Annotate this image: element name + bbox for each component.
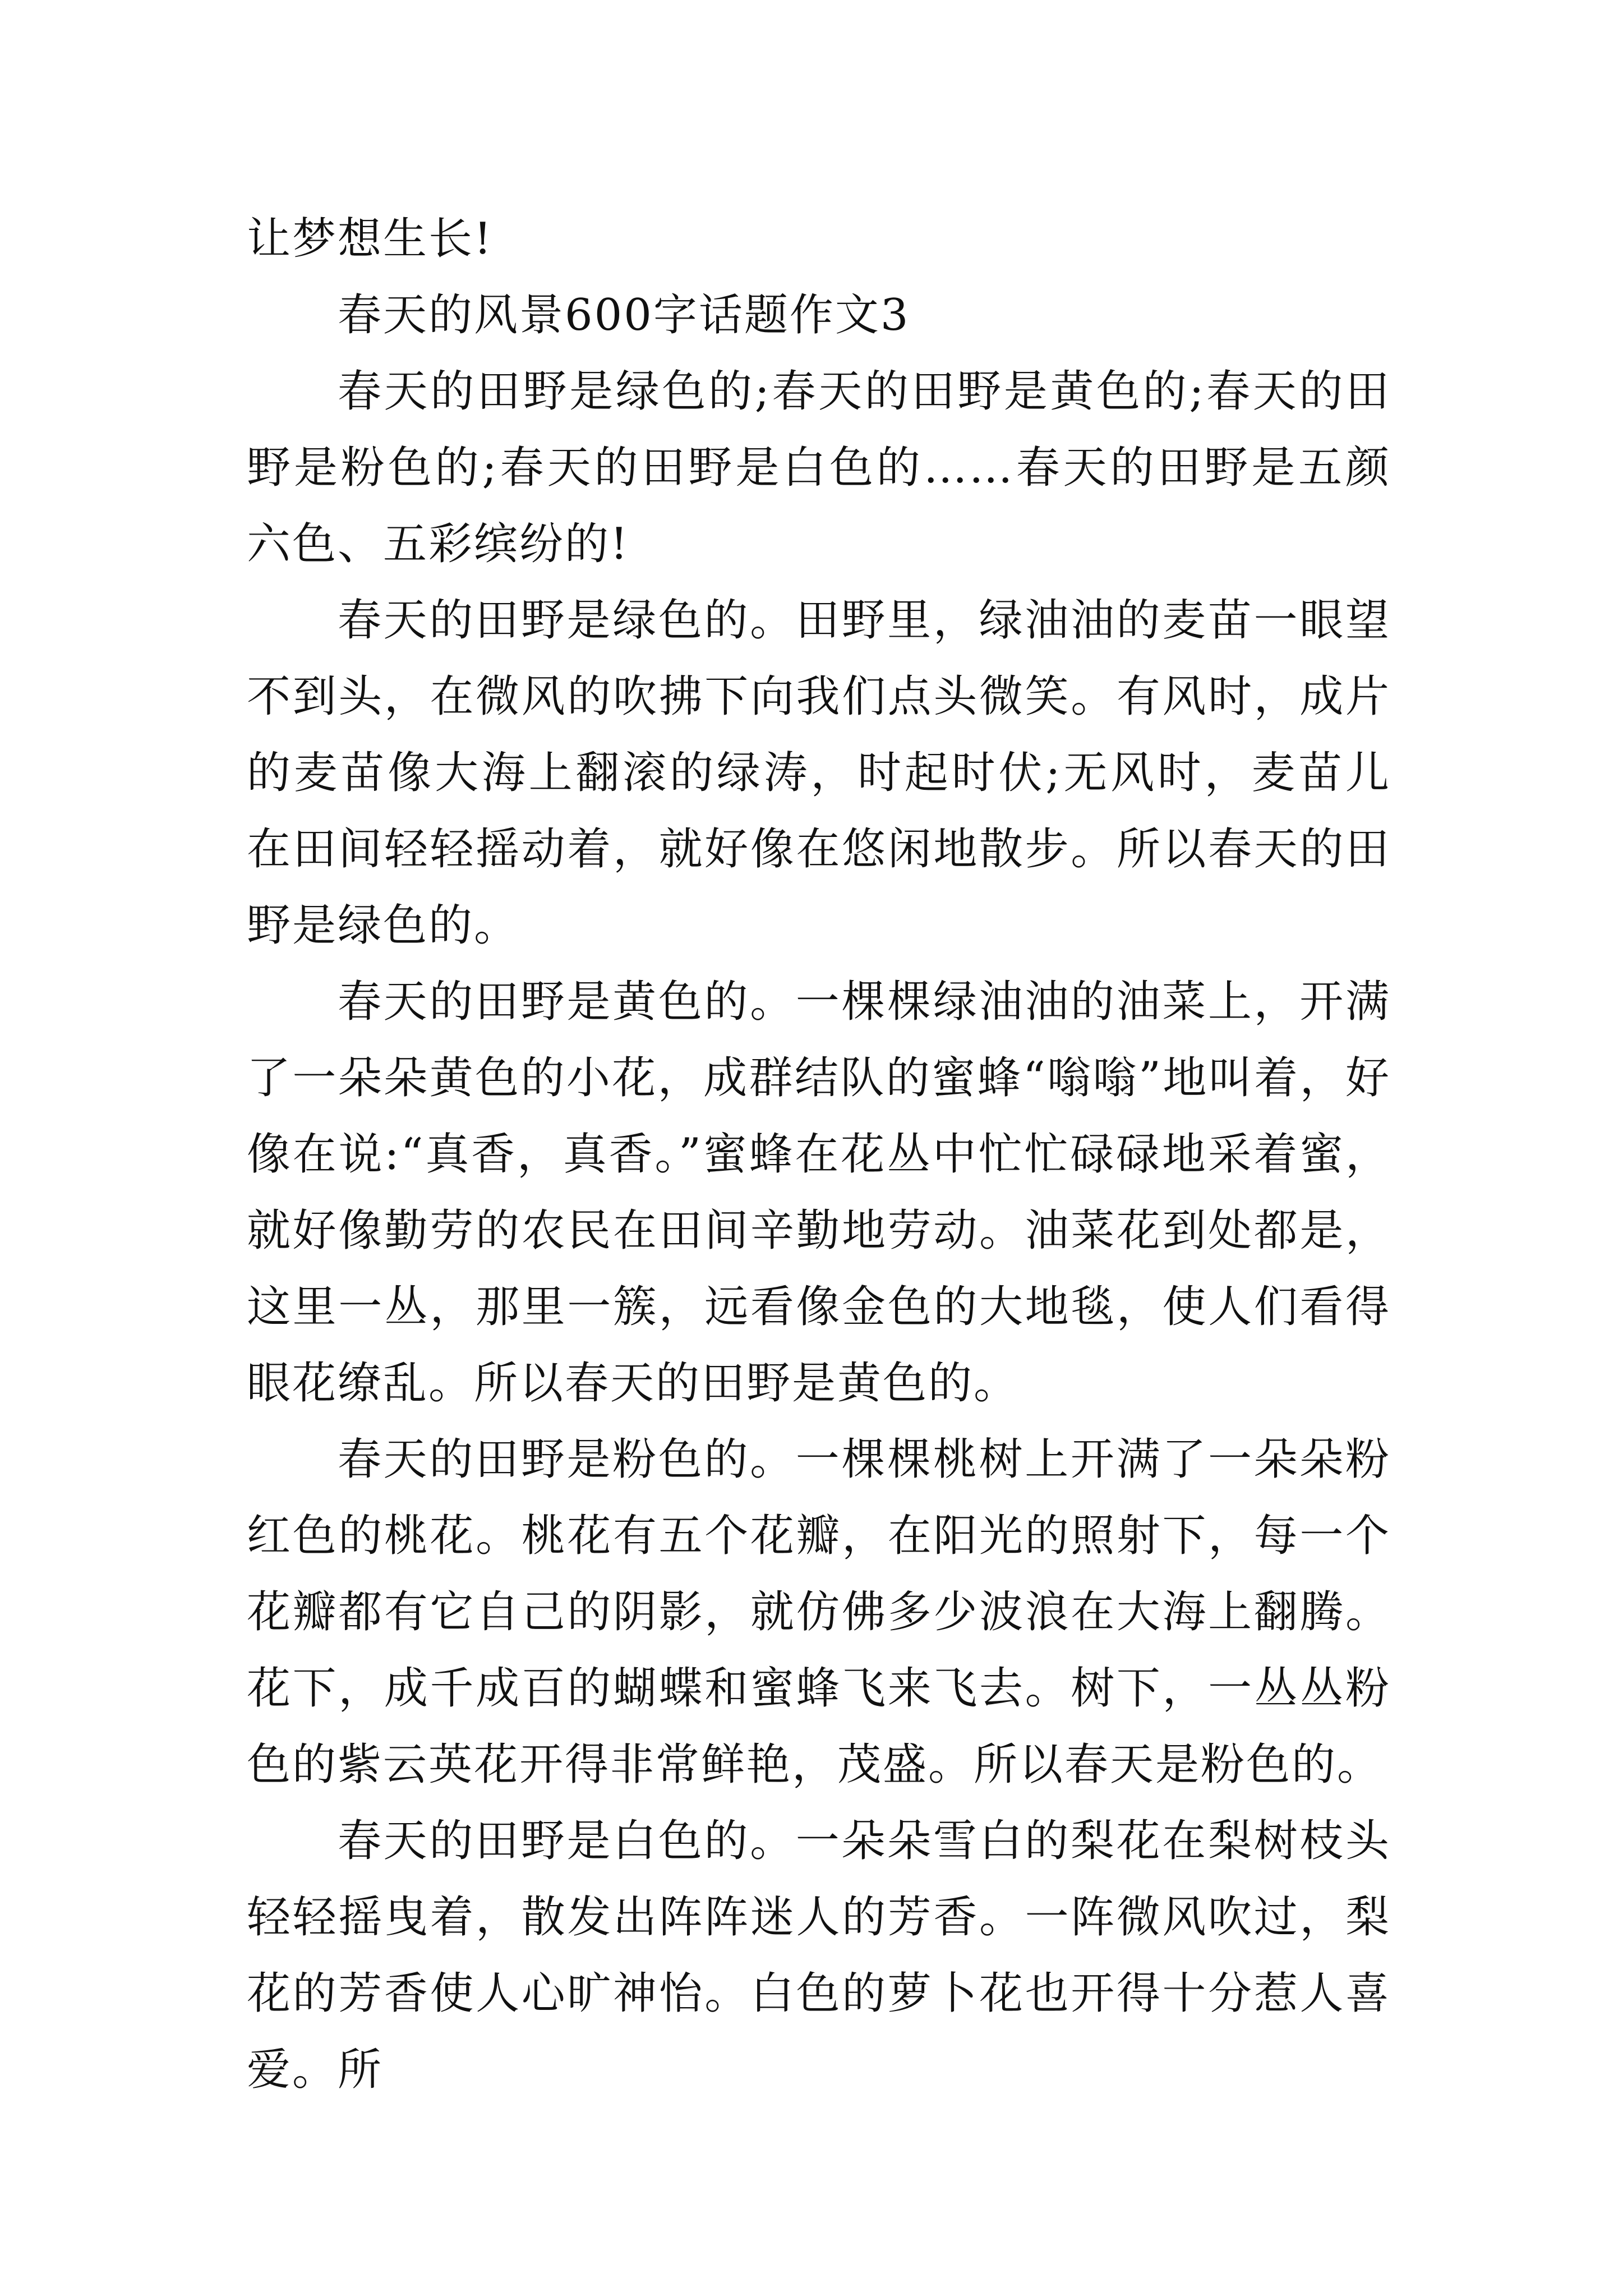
essay-title: 春天的风景600字话题作文3 bbox=[338, 290, 910, 341]
paragraph-intro: 春天的田野是绿色的;春天的田野是黄色的;春天的田野是粉色的;春天的田野是白色的……春天的田野是五颜六色、五彩缤纷的! bbox=[247, 366, 1391, 569]
paragraph-pink: 春天的田野是粉色的。一棵棵桃树上开满了一朵朵粉红色的桃花。桃花有五个花瓣，在阳光的照射下，每一个花瓣都有它自己的阴影，就仿佛多少波浪在大海上翻腾。花下，成千成百的蝴蝶和蜜蜂飞来飞去。树下，一丛丛粉色的紫云英花开得非常鲜艳，茂盛。所以春天是粉色的。 bbox=[247, 1434, 1391, 1790]
paragraph-yellow: 春天的田野是黄色的。一棵棵绿油油的油菜上，开满了一朵朵黄色的小花，成群结队的蜜蜂“嗡嗡”地叫着，好像在说:“真香，真香。”蜜蜂在花丛中忙忙碌碌地采着蜜，就好像勤劳的农民在田间辛勤地劳动。油菜花到处都是，这里一丛，那里一簇，远看像金色的大地毯，使人们看得眼花缭乱。所以春天的田野是黄色的。 bbox=[247, 977, 1391, 1409]
essay-text bbox=[247, 201, 1391, 2108]
closing-line: 让梦想生长! bbox=[247, 214, 494, 264]
paragraph-green: 春天的田野是绿色的。田野里，绿油油的麦苗一眼望不到头，在微风的吹拂下向我们点头微笑。有风时，成片的麦苗像大海上翻滚的绿涛，时起时伏;无风时，麦苗儿在田间轻轻摇动着，就好像在悠闲地散步。所以春天的田野是绿色的。 bbox=[247, 595, 1391, 951]
paragraph-white: 春天的田野是白色的。一朵朵雪白的梨花在梨树枝头轻轻摇曳着，散发出阵阵迷人的芳香。一阵微风吹过，梨花的芳香使人心旷神怡。白色的萝卜花也开得十分惹人喜爱。所 bbox=[247, 1816, 1391, 2095]
